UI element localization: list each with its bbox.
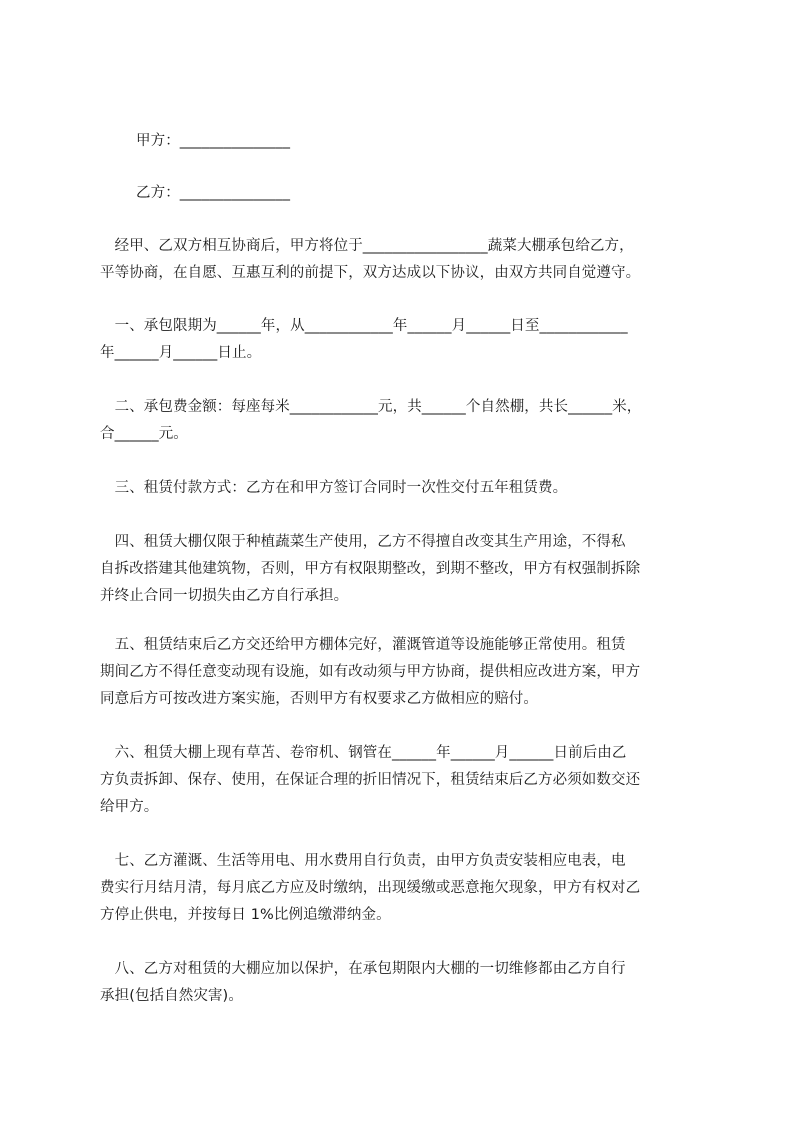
clause-8-line-1: 八、乙方对租赁的大棚应加以保护，在承包期限内大棚的一切维修都由乙方自行 — [100, 961, 626, 977]
clause-7-line-1: 七、乙方灌溉、生活等用电、用水费用自行负责，由甲方负责安装相应电表，电 — [100, 853, 626, 869]
clause-5-line-3: 同意后方可按改进方案实施，否则甲方有权要求乙方做相应的赔付。 — [100, 691, 538, 707]
clause-1-line-1: 一、承包限期为______年，从____________年______月______日至____________ — [100, 318, 628, 334]
intro-line-1: 经甲、乙双方相互协商后，甲方将位于_________________蔬菜大棚承包给乙方， — [100, 238, 634, 254]
clause-6-line-1: 六、租赁大棚上现有草苫、卷帘机、钢管在______年______月______日前后由乙 — [100, 745, 627, 761]
clause-1-line-2: 年______月______日止。 — [100, 345, 262, 361]
clause-5-line-1: 五、租赁结束后乙方交还给甲方棚体完好，灌溉管道等设施能够正常使用。租赁 — [100, 637, 626, 653]
clause-8-line-2: 承担(包括自然灾害)。 — [100, 988, 243, 1004]
party-a-line: 甲方：_______________ — [136, 133, 291, 149]
clause-2-line-2: 合______元。 — [100, 426, 188, 442]
clause-3-line-1: 三、租赁付款方式：乙方在和甲方签订合同时一次性交付五年租赁费。 — [100, 480, 568, 496]
clause-7-line-3: 方停止供电，并按每日 1%比例追缴滞纳金。 — [100, 907, 391, 923]
clause-6-line-2: 方负责拆卸、保存、使用，在保证合理的折旧情况下，租赁结束后乙方必须如数交还 — [100, 772, 641, 788]
clause-4-line-3: 并终止合同一切损失由乙方自行承担。 — [100, 588, 349, 604]
clause-7-line-2: 费实行月结月清，每月底乙方应及时缴纳，出现缓缴或恶意拖欠现象，甲方有权对乙 — [100, 880, 641, 896]
clause-2-line-1: 二、承包费金额：每座每米____________元，共______个自然棚，共长______米， — [100, 399, 642, 415]
party-b-line: 乙方：_______________ — [136, 185, 291, 201]
clause-5-line-2: 期间乙方不得任意变动现有设施，如有改动须与甲方协商，提供相应改进方案，甲方 — [100, 664, 641, 680]
clause-4-line-2: 自拆改搭建其他建筑物，否则，甲方有权限期整改，到期不整改，甲方有权强制拆除 — [100, 561, 641, 577]
intro-line-2: 平等协商，在自愿、互惠互利的前提下，双方达成以下协议，由双方共同自觉遵守。 — [100, 265, 641, 281]
clause-4-line-1: 四、租赁大棚仅限于种植蔬菜生产使用，乙方不得擅自改变其生产用途，不得私 — [100, 534, 626, 550]
clause-6-line-3: 给甲方。 — [100, 799, 159, 815]
